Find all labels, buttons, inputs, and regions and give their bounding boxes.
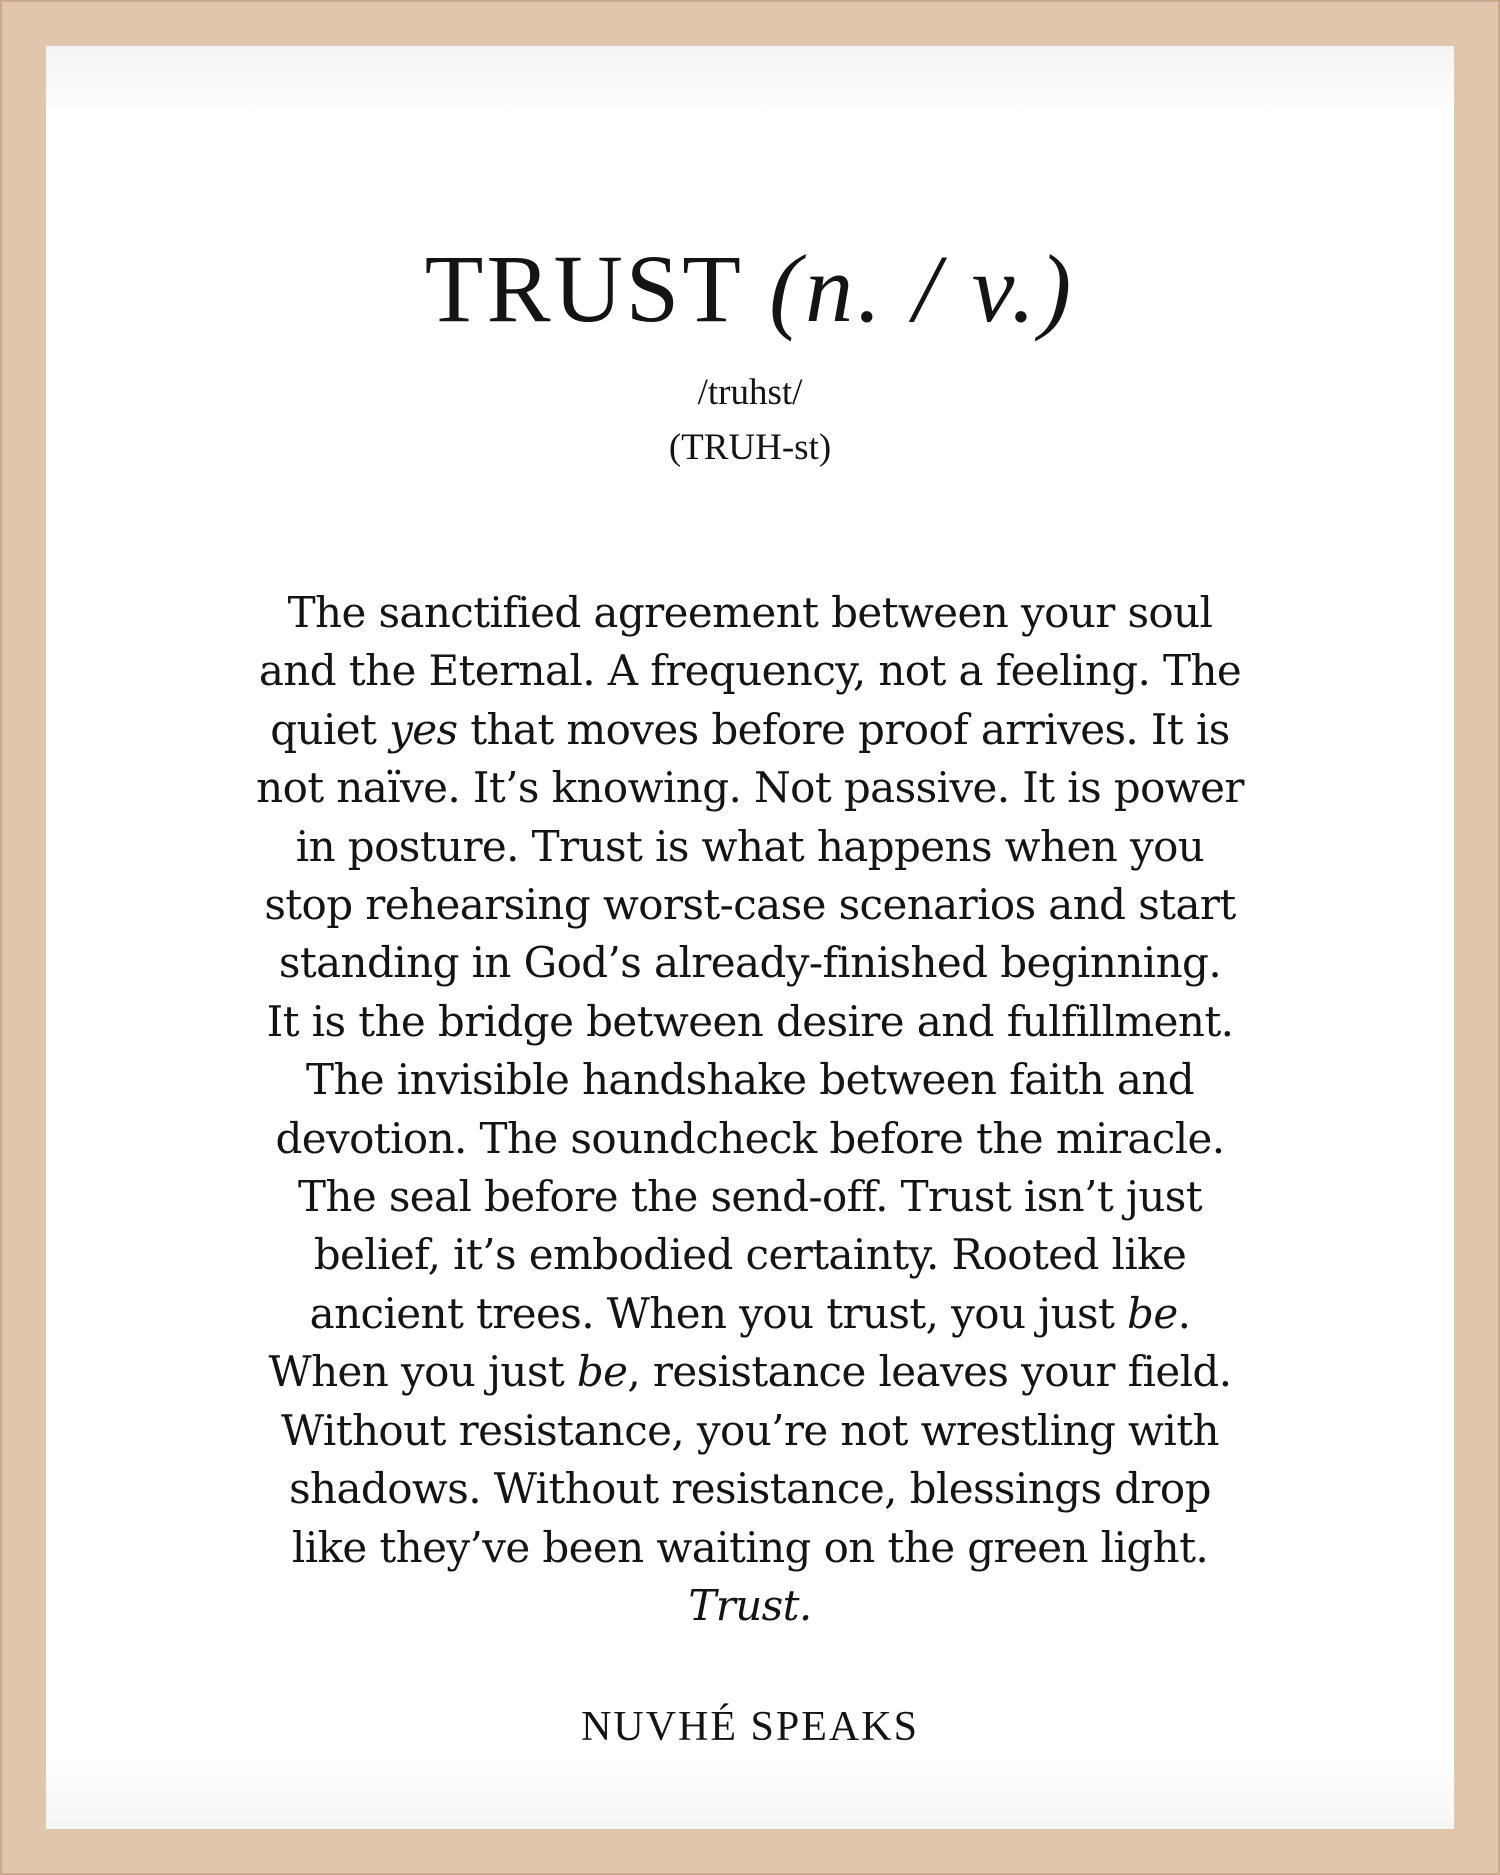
definition-line: like they’ve been waiting on the green light. (291, 1522, 1209, 1572)
definition-line: It is the bridge between desire and fulfillment. (266, 996, 1234, 1046)
definition-text (136, 584, 1364, 1635)
definition-line: standing in God’s already-finished beginning. (278, 938, 1222, 988)
definition-line: belief, it’s embodied certainty. Rooted like (313, 1230, 1187, 1280)
part-of-speech: (n. / v.) (769, 235, 1076, 342)
definition-line: stop rehearsing worst-case scenarios and start (264, 880, 1236, 930)
definition-line: and the Eternal. A frequency, not a feeling. The (258, 646, 1242, 696)
definition-line: Without resistance, you’re not wrestling with (281, 1405, 1219, 1455)
print-paper (46, 46, 1454, 1829)
definition-line: The seal before the send-off. Trust isn’t just (297, 1172, 1203, 1222)
definition-line: quiet yes that moves before proof arrives. It is (270, 704, 1230, 754)
definition-line: not naïve. It’s knowing. Not passive. It is power (256, 763, 1244, 813)
definition-line: When you just be, resistance leaves your field. (268, 1347, 1232, 1397)
definition-line: ancient trees. When you trust, you just be. (309, 1288, 1191, 1338)
definition-line: devotion. The soundcheck before the miracle. (275, 1113, 1225, 1163)
definition-line: in posture. Trust is what happens when you (295, 821, 1205, 871)
definition-line (136, 1577, 1364, 1635)
signature: NUVHÉ SPEAKS (581, 1704, 919, 1750)
definition-line: The invisible handshake between faith and (305, 1055, 1195, 1105)
emphasis-text: yes (389, 704, 458, 754)
phonetic-spelling: /truhst/ (697, 372, 803, 413)
emphasis-text: Trust. (688, 1580, 812, 1630)
definition-line: shadows. Without resistance, blessings drop (289, 1464, 1211, 1514)
emphasis-text: be (576, 1347, 628, 1397)
emphasis-text: be (1127, 1288, 1178, 1338)
pronunciation-respelling: (TRUH-st) (668, 427, 832, 468)
headword-word: TRUST (424, 235, 743, 342)
headword (136, 235, 1364, 342)
definition-line: The sanctified agreement between your soul (287, 588, 1213, 637)
